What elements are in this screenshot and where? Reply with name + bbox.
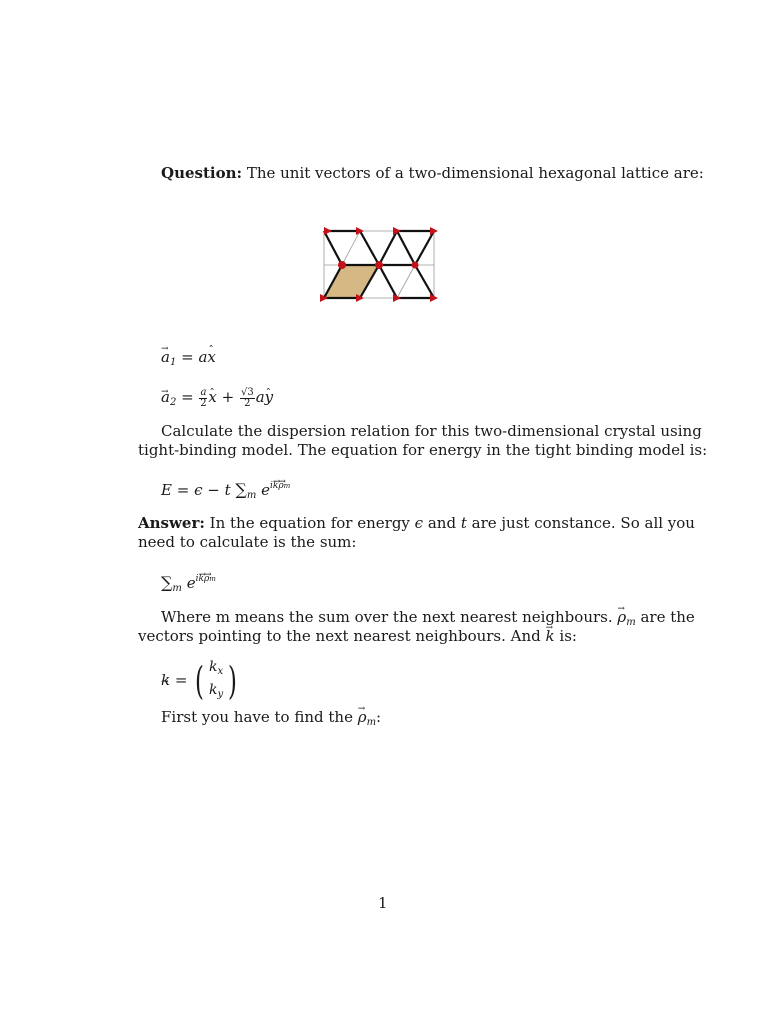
where-rho-sub: m [626,617,636,628]
sum-exp-i: i [195,574,199,584]
sum-exponent [196,574,216,584]
a2-frac1-num: a [200,386,207,398]
a2-fraction-2 [240,388,255,409]
left-paren: ( [195,659,205,703]
first-text: First you have to find the [161,708,358,726]
a2-fraction-1 [199,388,207,409]
energy-equation: E = ϵ − t $\sum_m$ $e^{i\to k\to \rho m}$ [161,476,290,506]
first-rho-sub: m [366,717,377,728]
a1-symbol: → a [161,348,170,366]
exp-m: m [283,482,291,490]
sum-sub: m [172,583,182,594]
a2-frac1-den: 2 [200,397,207,409]
answer-text-b: and [423,514,461,532]
exp-rho: → ρ [278,481,283,491]
exp-k: → k [273,481,278,491]
equation-a2: → $a_2$ = $\frac{a}{2}$ ˆ x + $\frac{√3}{2}$ aˆ y [161,384,273,416]
k-matrix [192,658,240,704]
ky: k [209,682,218,698]
page-number-text: 1 [378,894,388,912]
sum-symbol: ∑ [161,573,173,592]
where-k: → k [546,627,555,645]
answer-text-c: are just constance. So all you [466,514,695,532]
answer-line-2 [138,532,356,552]
sum-exp-rho: → ρ [204,574,209,584]
question-label: Question: [161,164,243,182]
a1-unit: ˆ x [207,348,215,366]
a2-frac2-num: √3 [240,386,254,398]
question-line [161,163,704,183]
k-lhs: → k [161,671,170,689]
a1-subscript: 1 [169,357,177,368]
where-text-b: are the [635,608,695,626]
sum-exp-k: → k [198,574,203,584]
equation-a1: → $a_1$ = aˆ x [161,347,216,373]
answer-eps: ϵ [414,514,424,532]
energy-eps: ϵ [194,481,203,499]
answer-text-2: need to calculate is the sum: [138,533,357,551]
first-line [161,707,381,733]
where-text-c: vectors pointing to the next nearest neighbours. And [138,627,546,645]
where-line-2 [138,626,577,646]
a2-frac2-den: 2 [244,397,251,409]
sum-exp-base: e [186,574,196,592]
kx-component [209,658,223,681]
lattice-point [375,261,383,269]
hexagonal-lattice-figure [318,223,442,307]
answer-line-1 [138,513,695,533]
answer-text-a: In the equation for energy [204,514,415,532]
k-components [207,658,225,704]
a2-unit-x: ˆ x [208,388,216,406]
ky-component [209,681,223,704]
calc-text-1: Calculate the dispersion relation for this two-dimensional crystal using [161,422,702,440]
energy-t: t [224,481,231,499]
a1-coef: a [198,348,208,366]
a2-coef: a [255,388,265,406]
a2-symbol: → a [161,388,170,406]
ky-sub: y [217,689,224,700]
energy-sum-sub: m [246,490,257,501]
kx: k [209,659,218,675]
kx-sub: x [217,666,224,677]
calc-text-2: tight-binding model. The equation for energy in the tight binding model is: [138,441,708,459]
energy-lhs: E [161,481,172,499]
page-number [378,893,388,913]
answer-t: t [460,514,467,532]
lattice-point [338,261,346,269]
first-rho: → ρ [358,708,367,726]
question-text: The unit vectors of a two-dimensional hexagonal lattice are: [242,164,704,182]
sum-equation [161,569,216,599]
a2-unit-y: ˆ y [265,388,273,406]
first-colon: : [376,708,382,726]
calc-line-1 [161,421,702,441]
sum-exp-m: m [209,575,216,583]
arrowhead-marker [324,227,332,235]
arrowhead-marker [393,294,401,302]
arrowhead-marker [393,227,401,235]
where-text-a: Where m means the sum over the next nearest neighbours. [161,608,618,626]
k-vector-equation: → k = ( $k_x$ $k_y$ ) [161,658,240,704]
where-text-d: is: [554,627,577,645]
lattice-point [412,262,419,269]
a2-subscript: 2 [169,397,177,408]
exp-i: i [269,481,273,491]
where-rho: → ρ [617,608,626,626]
energy-sum: ∑ [235,480,247,499]
energy-exp-base: e [261,481,270,499]
answer-label: Answer: [138,514,205,532]
right-paren: ) [228,659,238,703]
energy-exponent [270,481,290,491]
calc-line-2 [138,440,707,460]
